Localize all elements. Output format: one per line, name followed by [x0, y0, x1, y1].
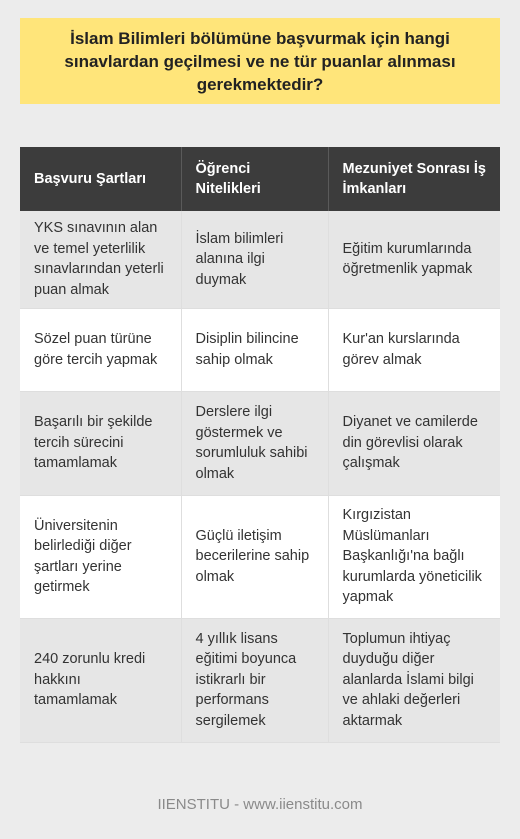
table-cell: Derslere ilgi göstermek ve sorumluluk sahibi olmak: [181, 391, 328, 495]
table-header-row: [20, 147, 500, 211]
table-cell: Güçlü iletişim becerilerine sahip olmak: [181, 495, 328, 618]
table-cell: Kur'an kurslarında görev almak: [328, 308, 500, 391]
table-cell: Diyanet ve camilerde din görevlisi olarak çalışmak: [328, 391, 500, 495]
question-box: [20, 18, 500, 104]
table-cell: 4 yıllık lisans eğitimi boyunca istikrarlı bir performans sergilemek: [181, 618, 328, 742]
table-row: [20, 308, 500, 391]
footer-credit: IIENSTITU - www.iienstitu.com: [157, 796, 363, 813]
table-cell: Başarılı bir şekilde tercih sürecini tamamlamak: [20, 391, 181, 495]
table-cell: Toplumun ihtiyaç duyduğu diğer alanlarda İslami bilgi ve ahlaki değerleri aktarmak: [328, 618, 500, 742]
table-row: [20, 618, 500, 742]
table-cell: YKS sınavının alan ve temel yeterlilik sınavlarından yeterli puan almak: [20, 211, 181, 308]
table-cell: Üniversitenin belirlediği diğer şartları yerine getirmek: [20, 495, 181, 618]
table-row: [20, 495, 500, 618]
table-cell: Eğitim kurumlarında öğretmenlik yapmak: [328, 211, 500, 308]
table-cell: Sözel puan türüne göre tercih yapmak: [20, 308, 181, 391]
table-cell: Disiplin bilincine sahip olmak: [181, 308, 328, 391]
table-row: [20, 391, 500, 495]
question-title: İslam Bilimleri bölümüne başvurmak için hangi sınavlardan geçilmesi ve ne tür puanlar alınması gerekmektedir?: [64, 28, 456, 94]
table-cell: İslam bilimleri alanına ilgi duymak: [181, 211, 328, 308]
table-cell: Kırgızistan Müslümanları Başkanlığı'na bağlı kurumlarda yöneticilik yapmak: [328, 495, 500, 618]
header-student-qualities: Öğrenci Nitelikleri: [181, 147, 328, 211]
info-table: [20, 147, 500, 743]
header-application-requirements: Başvuru Şartları: [20, 147, 181, 211]
header-career-opportunities: Mezuniyet Sonrası İş İmkanları: [328, 147, 500, 211]
table-row: [20, 211, 500, 308]
table-cell: 240 zorunlu kredi hakkını tamamlamak: [20, 618, 181, 742]
